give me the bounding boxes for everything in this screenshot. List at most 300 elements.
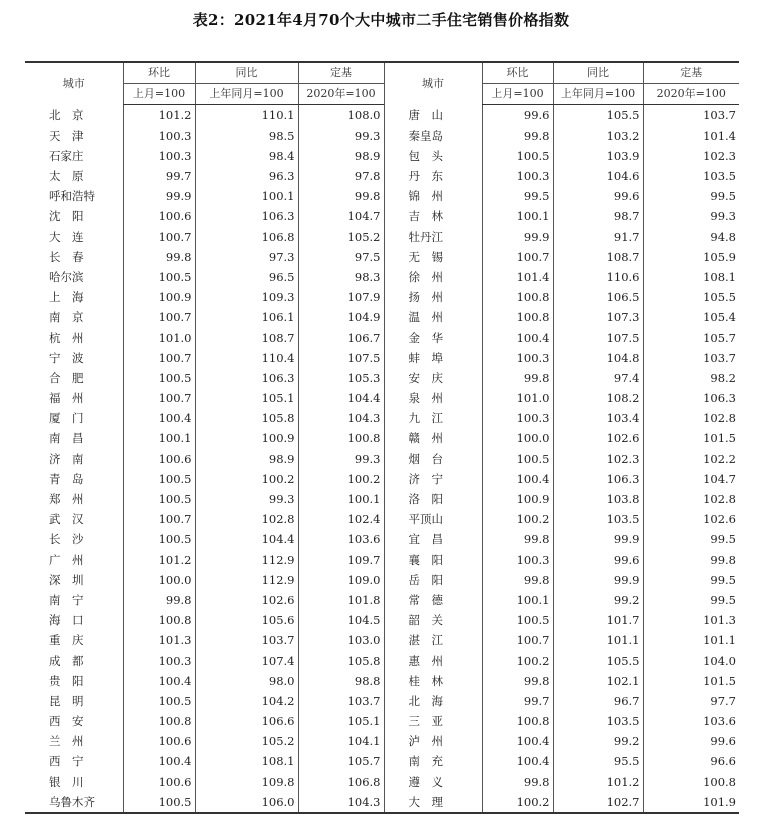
fixed-base-value: 104.5 <box>298 610 384 630</box>
yoy-value: 107.4 <box>195 650 298 670</box>
fixed-base-value: 105.3 <box>298 368 384 388</box>
mom-value: 100.3 <box>482 408 553 428</box>
yoy-value: 102.6 <box>553 428 643 448</box>
city-name: 北 京 <box>49 108 84 123</box>
city-name: 天 津 <box>49 128 84 143</box>
table-row <box>25 772 739 792</box>
mom-value: 100.9 <box>123 287 195 307</box>
fixed-base-value: 99.3 <box>643 206 739 226</box>
mom-value: 99.8 <box>482 772 553 792</box>
mom-value: 100.5 <box>123 691 195 711</box>
mom-value: 100.5 <box>482 610 553 630</box>
city-name: 赣 州 <box>384 428 482 448</box>
city-name: 宜 昌 <box>384 529 482 549</box>
fixed-base-value: 99.3 <box>298 126 384 146</box>
fixed-base-value: 100.2 <box>298 469 384 489</box>
yoy-value: 98.4 <box>195 146 298 166</box>
mom-value: 100.4 <box>482 469 553 489</box>
city-name: 宁 波 <box>49 350 84 365</box>
header-row-bases <box>25 84 739 105</box>
fixed-base-value: 100.8 <box>298 428 384 448</box>
city-name: 兰 州 <box>49 734 84 749</box>
mom-value: 99.7 <box>482 691 553 711</box>
city-name: 北 海 <box>384 691 482 711</box>
fixed-base-value: 103.6 <box>643 711 739 731</box>
city-column-header: 城市 <box>384 62 482 105</box>
city-name: 湛 江 <box>384 630 482 650</box>
mom-value: 99.8 <box>482 570 553 590</box>
city-name: 遵 义 <box>384 772 482 792</box>
mom-value: 100.3 <box>123 126 195 146</box>
city-name: 泉 州 <box>384 388 482 408</box>
fixed-base-value: 99.8 <box>298 186 384 206</box>
yoy-value: 110.6 <box>553 267 643 287</box>
yoy-value: 101.7 <box>553 610 643 630</box>
fixed-base-value: 102.8 <box>643 489 739 509</box>
mom-value: 100.3 <box>123 650 195 670</box>
mom-value: 100.0 <box>123 570 195 590</box>
city-name: 惠 州 <box>384 650 482 670</box>
table-row <box>25 247 739 267</box>
fixed-base-value: 104.9 <box>298 307 384 327</box>
mom-value: 99.8 <box>123 247 195 267</box>
fixed-base-value: 102.4 <box>298 509 384 529</box>
yoy-value: 109.8 <box>195 772 298 792</box>
table-row <box>25 509 739 529</box>
fixed-base-value: 99.8 <box>643 550 739 570</box>
fixed-base-value: 99.5 <box>643 590 739 610</box>
city-name: 济 南 <box>49 451 84 466</box>
yoy-value: 102.7 <box>553 792 643 813</box>
mom-value: 100.4 <box>482 731 553 751</box>
fixed-base-base-header: 2020年=100 <box>298 84 384 105</box>
table-row <box>25 751 739 771</box>
fixed-base-value: 103.5 <box>643 166 739 186</box>
fixed-base-value: 104.3 <box>298 408 384 428</box>
fixed-base-value: 101.3 <box>643 610 739 630</box>
yoy-value: 108.2 <box>553 388 643 408</box>
fixed-base-value: 100.8 <box>643 772 739 792</box>
yoy-value: 103.8 <box>553 489 643 509</box>
mom-value: 100.7 <box>123 307 195 327</box>
fixed-base-value: 99.5 <box>643 186 739 206</box>
fixed-base-value: 102.3 <box>643 146 739 166</box>
yoy-value: 105.2 <box>195 731 298 751</box>
yoy-value: 98.7 <box>553 206 643 226</box>
fixed-base-value: 105.7 <box>643 327 739 347</box>
table-row <box>25 227 739 247</box>
yoy-value: 96.7 <box>553 691 643 711</box>
mom-value: 99.6 <box>482 105 553 126</box>
city-name: 郑 州 <box>49 492 84 507</box>
yoy-value: 105.1 <box>195 388 298 408</box>
city-name: 洛 阳 <box>384 489 482 509</box>
yoy-value: 100.1 <box>195 186 298 206</box>
mom-value: 100.6 <box>123 206 195 226</box>
table-body <box>25 105 739 813</box>
fixed-base-value: 108.1 <box>643 267 739 287</box>
fixed-base-value: 99.6 <box>643 731 739 751</box>
yoy-value: 106.0 <box>195 792 298 813</box>
table-row <box>25 449 739 469</box>
city-name: 厦 门 <box>49 411 84 426</box>
fixed-base-value: 97.7 <box>643 691 739 711</box>
yoy-value: 105.8 <box>195 408 298 428</box>
yoy-value: 101.1 <box>553 630 643 650</box>
mom-value: 99.8 <box>482 126 553 146</box>
table-row <box>25 630 739 650</box>
fixed-base-value: 102.6 <box>643 509 739 529</box>
fixed-base-value: 99.5 <box>643 529 739 549</box>
mom-value: 100.6 <box>123 449 195 469</box>
city-name: 常 德 <box>384 590 482 610</box>
city-name: 大 理 <box>384 792 482 813</box>
yoy-base-header: 上年同月=100 <box>553 84 643 105</box>
fixed-base-value: 104.4 <box>298 388 384 408</box>
city-name: 沈 阳 <box>49 209 84 224</box>
city-name: 锦 州 <box>384 186 482 206</box>
fixed-base-value: 101.5 <box>643 671 739 691</box>
mom-value: 100.5 <box>123 489 195 509</box>
mom-value: 99.9 <box>482 227 553 247</box>
city-name: 长 春 <box>49 249 84 264</box>
mom-value: 100.4 <box>482 751 553 771</box>
city-name: 唐 山 <box>384 105 482 126</box>
yoy-value: 91.7 <box>553 227 643 247</box>
table-row <box>25 550 739 570</box>
mom-value: 100.2 <box>482 650 553 670</box>
mom-header: 环比 <box>482 62 553 84</box>
yoy-value: 103.7 <box>195 630 298 650</box>
mom-value: 101.3 <box>123 630 195 650</box>
city-name: 温 州 <box>384 307 482 327</box>
mom-value: 100.2 <box>482 509 553 529</box>
mom-value: 100.5 <box>123 792 195 813</box>
table-row <box>25 126 739 146</box>
city-name: 无 锡 <box>384 247 482 267</box>
yoy-value: 99.2 <box>553 590 643 610</box>
city-name: 牡丹江 <box>384 227 482 247</box>
fixed-base-value: 107.9 <box>298 287 384 307</box>
yoy-value: 106.8 <box>195 227 298 247</box>
mom-value: 100.5 <box>123 267 195 287</box>
yoy-value: 106.3 <box>553 469 643 489</box>
table-row <box>25 469 739 489</box>
fixed-base-value: 104.3 <box>298 792 384 813</box>
yoy-value: 112.9 <box>195 550 298 570</box>
mom-value: 100.7 <box>482 630 553 650</box>
fixed-base-value: 101.5 <box>643 428 739 448</box>
yoy-value: 106.1 <box>195 307 298 327</box>
city-name: 石家庄 <box>49 148 84 163</box>
table-row <box>25 105 739 126</box>
mom-value: 99.8 <box>482 368 553 388</box>
city-name: 成 都 <box>49 653 84 668</box>
city-name: 九 江 <box>384 408 482 428</box>
yoy-value: 99.2 <box>553 731 643 751</box>
fixed-base-value: 97.5 <box>298 247 384 267</box>
table-row <box>25 146 739 166</box>
mom-value: 99.7 <box>123 166 195 186</box>
yoy-value: 102.8 <box>195 509 298 529</box>
mom-value: 99.9 <box>123 186 195 206</box>
price-index-table <box>25 61 739 814</box>
city-name: 包 头 <box>384 146 482 166</box>
fixed-base-value: 103.6 <box>298 529 384 549</box>
fixed-base-value: 105.4 <box>643 307 739 327</box>
mom-value: 99.5 <box>482 186 553 206</box>
yoy-value: 98.9 <box>195 449 298 469</box>
yoy-value: 104.2 <box>195 691 298 711</box>
fixed-base-value: 109.0 <box>298 570 384 590</box>
table-row <box>25 287 739 307</box>
mom-value: 100.4 <box>123 408 195 428</box>
table-row <box>25 529 739 549</box>
city-name: 呼和浩特 <box>49 189 95 204</box>
mom-value: 100.1 <box>482 590 553 610</box>
mom-value: 100.8 <box>482 287 553 307</box>
fixed-base-value: 101.8 <box>298 590 384 610</box>
mom-value: 100.7 <box>123 348 195 368</box>
table-row <box>25 166 739 186</box>
fixed-base-header: 定基 <box>643 62 739 84</box>
city-name: 韶 关 <box>384 610 482 630</box>
yoy-value: 102.3 <box>553 449 643 469</box>
city-name: 重 庆 <box>49 633 84 648</box>
mom-value: 100.8 <box>482 307 553 327</box>
fixed-base-value: 101.1 <box>643 630 739 650</box>
mom-base-header: 上月=100 <box>123 84 195 105</box>
fixed-base-value: 97.8 <box>298 166 384 186</box>
yoy-value: 108.7 <box>195 327 298 347</box>
mom-value: 100.4 <box>123 751 195 771</box>
city-name: 秦皇岛 <box>384 126 482 146</box>
mom-value: 100.5 <box>123 469 195 489</box>
header-row-groups <box>25 62 739 84</box>
table-row <box>25 691 739 711</box>
yoy-value: 95.5 <box>553 751 643 771</box>
table-row <box>25 348 739 368</box>
table-row <box>25 388 739 408</box>
yoy-value: 106.3 <box>195 368 298 388</box>
fixed-base-value: 103.7 <box>643 348 739 368</box>
yoy-header: 同比 <box>195 62 298 84</box>
yoy-value: 98.5 <box>195 126 298 146</box>
yoy-value: 108.1 <box>195 751 298 771</box>
mom-value: 99.8 <box>123 590 195 610</box>
yoy-value: 99.6 <box>553 550 643 570</box>
city-name: 南 宁 <box>49 592 84 607</box>
mom-value: 100.4 <box>482 327 553 347</box>
yoy-value: 98.0 <box>195 671 298 691</box>
yoy-value: 106.5 <box>553 287 643 307</box>
fixed-base-value: 103.7 <box>643 105 739 126</box>
city-name: 银 川 <box>49 774 84 789</box>
mom-value: 101.4 <box>482 267 553 287</box>
yoy-value: 106.6 <box>195 711 298 731</box>
mom-value: 100.3 <box>123 146 195 166</box>
yoy-value: 103.5 <box>553 711 643 731</box>
yoy-value: 103.4 <box>553 408 643 428</box>
fixed-base-value: 107.5 <box>298 348 384 368</box>
city-name: 昆 明 <box>49 693 84 708</box>
mom-value: 100.7 <box>482 247 553 267</box>
fixed-base-value: 106.8 <box>298 772 384 792</box>
table-row <box>25 428 739 448</box>
table-row <box>25 489 739 509</box>
city-name: 平顶山 <box>384 509 482 529</box>
city-name: 吉 林 <box>384 206 482 226</box>
fixed-base-value: 102.2 <box>643 449 739 469</box>
table-row <box>25 731 739 751</box>
yoy-value: 99.9 <box>553 570 643 590</box>
mom-value: 100.5 <box>482 449 553 469</box>
fixed-base-value: 105.7 <box>298 751 384 771</box>
yoy-value: 100.9 <box>195 428 298 448</box>
mom-value: 100.0 <box>482 428 553 448</box>
table-row <box>25 408 739 428</box>
yoy-value: 100.2 <box>195 469 298 489</box>
city-name: 广 州 <box>49 552 84 567</box>
mom-value: 100.8 <box>123 610 195 630</box>
yoy-value: 99.6 <box>553 186 643 206</box>
table-row <box>25 267 739 287</box>
yoy-base-header: 上年同月=100 <box>195 84 298 105</box>
city-name: 合 肥 <box>49 370 84 385</box>
table-row <box>25 368 739 388</box>
yoy-value: 103.2 <box>553 126 643 146</box>
city-name: 上 海 <box>49 290 84 305</box>
fixed-base-value: 100.1 <box>298 489 384 509</box>
mom-value: 100.5 <box>123 529 195 549</box>
table-row <box>25 186 739 206</box>
yoy-value: 103.9 <box>553 146 643 166</box>
fixed-base-value: 98.8 <box>298 671 384 691</box>
fixed-base-value: 106.7 <box>298 327 384 347</box>
yoy-value: 102.6 <box>195 590 298 610</box>
city-name: 福 州 <box>49 391 84 406</box>
mom-value: 101.0 <box>123 327 195 347</box>
fixed-base-value: 103.7 <box>298 691 384 711</box>
city-name: 深 圳 <box>49 572 84 587</box>
fixed-base-header: 定基 <box>298 62 384 84</box>
city-name: 泸 州 <box>384 731 482 751</box>
table-row <box>25 650 739 670</box>
mom-value: 101.0 <box>482 388 553 408</box>
fixed-base-value: 104.1 <box>298 731 384 751</box>
yoy-value: 101.2 <box>553 772 643 792</box>
yoy-value: 106.3 <box>195 206 298 226</box>
city-name: 丹 东 <box>384 166 482 186</box>
fixed-base-value: 108.0 <box>298 105 384 126</box>
city-name: 西 宁 <box>49 754 84 769</box>
city-name: 武 汉 <box>49 512 84 527</box>
city-name: 海 口 <box>49 613 84 628</box>
mom-value: 101.2 <box>123 105 195 126</box>
table-row <box>25 671 739 691</box>
fixed-base-value: 94.8 <box>643 227 739 247</box>
mom-value: 100.3 <box>482 166 553 186</box>
mom-value: 100.2 <box>482 792 553 813</box>
yoy-value: 105.5 <box>553 650 643 670</box>
yoy-value: 97.3 <box>195 247 298 267</box>
city-name: 三 亚 <box>384 711 482 731</box>
city-name: 青 岛 <box>49 471 84 486</box>
yoy-value: 103.5 <box>553 509 643 529</box>
yoy-value: 96.3 <box>195 166 298 186</box>
city-name: 烟 台 <box>384 449 482 469</box>
city-name: 金 华 <box>384 327 482 347</box>
yoy-value: 110.4 <box>195 348 298 368</box>
fixed-base-value: 105.8 <box>298 650 384 670</box>
yoy-value: 105.6 <box>195 610 298 630</box>
mom-value: 100.1 <box>123 428 195 448</box>
fixed-base-value: 101.4 <box>643 126 739 146</box>
yoy-value: 107.3 <box>553 307 643 327</box>
table-row <box>25 610 739 630</box>
mom-value: 99.8 <box>482 671 553 691</box>
city-name: 西 安 <box>49 714 84 729</box>
city-name: 桂 林 <box>384 671 482 691</box>
city-name: 哈尔滨 <box>49 269 84 284</box>
yoy-value: 102.1 <box>553 671 643 691</box>
fixed-base-value: 96.6 <box>643 751 739 771</box>
mom-value: 100.8 <box>482 711 553 731</box>
city-name: 乌鲁木齐 <box>25 792 123 813</box>
table-row <box>25 711 739 731</box>
fixed-base-value: 109.7 <box>298 550 384 570</box>
mom-value: 100.6 <box>123 772 195 792</box>
city-column-header: 城市 <box>25 62 123 105</box>
yoy-value: 104.8 <box>553 348 643 368</box>
fixed-base-value: 105.5 <box>643 287 739 307</box>
fixed-base-value: 99.3 <box>298 449 384 469</box>
yoy-value: 96.5 <box>195 267 298 287</box>
table-row <box>25 206 739 226</box>
city-name: 扬 州 <box>384 287 482 307</box>
yoy-value: 104.4 <box>195 529 298 549</box>
city-name: 襄 阳 <box>384 550 482 570</box>
yoy-header: 同比 <box>553 62 643 84</box>
fixed-base-value: 106.3 <box>643 388 739 408</box>
city-name: 安 庆 <box>384 368 482 388</box>
yoy-value: 105.5 <box>553 105 643 126</box>
mom-value: 100.9 <box>482 489 553 509</box>
city-name: 南 京 <box>49 310 84 325</box>
mom-value: 100.7 <box>123 388 195 408</box>
city-name: 大 连 <box>49 229 84 244</box>
yoy-value: 97.4 <box>553 368 643 388</box>
city-name: 杭 州 <box>49 330 84 345</box>
city-name: 岳 阳 <box>384 570 482 590</box>
mom-value: 100.1 <box>482 206 553 226</box>
mom-value: 100.3 <box>482 348 553 368</box>
fixed-base-value: 103.0 <box>298 630 384 650</box>
table-row <box>25 570 739 590</box>
fixed-base-value: 104.7 <box>298 206 384 226</box>
fixed-base-value: 98.2 <box>643 368 739 388</box>
yoy-value: 109.3 <box>195 287 298 307</box>
yoy-value: 110.1 <box>195 105 298 126</box>
city-name: 济 宁 <box>384 469 482 489</box>
table-row <box>25 327 739 347</box>
yoy-value: 99.3 <box>195 489 298 509</box>
mom-value: 101.2 <box>123 550 195 570</box>
table-row <box>25 590 739 610</box>
mom-value: 100.5 <box>123 368 195 388</box>
table-row <box>25 792 739 813</box>
mom-value: 99.8 <box>482 529 553 549</box>
